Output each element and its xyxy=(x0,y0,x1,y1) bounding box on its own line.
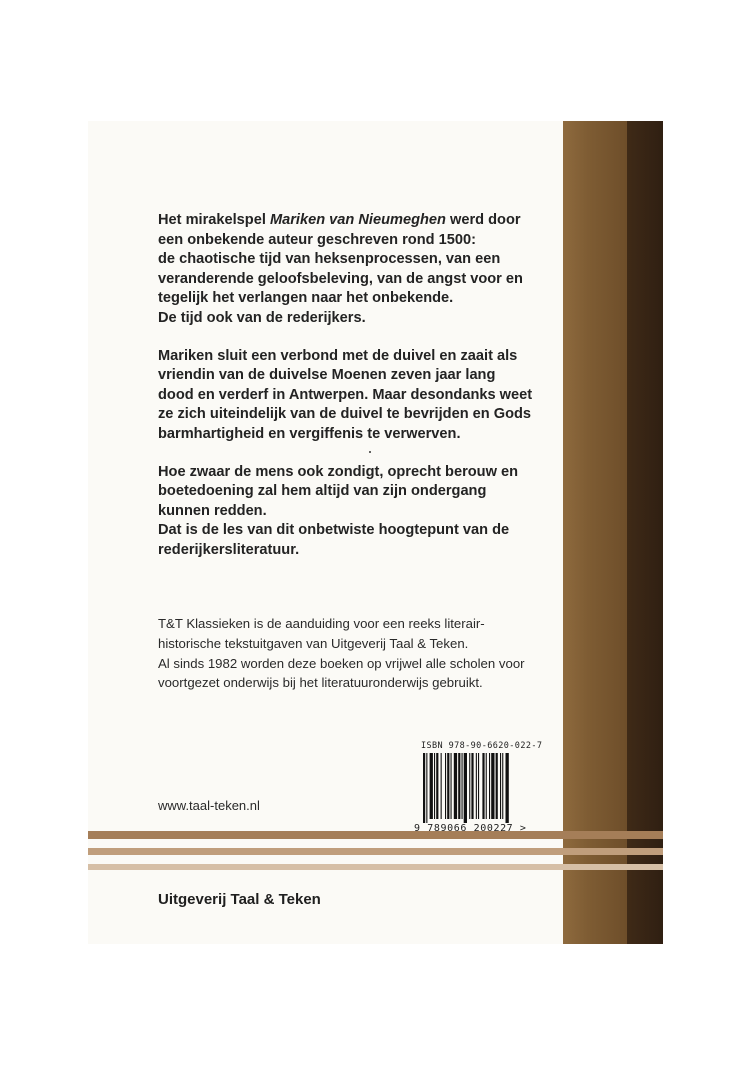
isbn-label: ISBN 978-90-6620-022-7 xyxy=(421,741,543,751)
barcode-bar xyxy=(500,753,501,819)
barcode-bar xyxy=(434,753,435,819)
series-line: T&T Klassieken is de aanduiding voor een reeks literair- xyxy=(158,616,485,631)
decorative-stripe-2 xyxy=(88,848,663,855)
barcode-bar xyxy=(426,753,427,823)
barcode-bar xyxy=(423,753,425,823)
decorative-stripe-1 xyxy=(88,831,663,839)
blurb-line: vriendin van de duivelse Moenen zeven jaar lang xyxy=(158,367,496,384)
blurb-line: dood en verderf in Antwerpen. Maar desondanks weet xyxy=(158,386,533,403)
blurb-line: De tijd ook van de rederijkers. xyxy=(158,309,366,326)
blurb-line: Mariken sluit een verbond met de duivel en zaait als xyxy=(158,347,518,364)
barcode-bar xyxy=(447,753,449,819)
stray-dot xyxy=(369,451,371,453)
blurb-line: barmhartigheid en vergiffenis te verwerven. xyxy=(158,425,461,442)
website-url: www.taal-teken.nl xyxy=(158,798,260,813)
barcode-bar xyxy=(478,753,479,819)
blurb-line: tegelijk het verlangen naar het onbekende. xyxy=(158,290,454,307)
blurb-paragraph-2 xyxy=(158,347,558,445)
barcode xyxy=(423,753,533,823)
spine-band-dark xyxy=(627,121,663,944)
barcode-bar xyxy=(491,753,494,819)
blurb-line: Hoe zwaar de mens ook zondigt, oprecht berouw en xyxy=(158,463,519,480)
blurb-line: de chaotische tijd van heksenprocessen, van een xyxy=(158,251,501,268)
blurb-line: boetedoening zal hem altijd van zijn ondergang xyxy=(158,483,487,500)
blurb-paragraph-1 xyxy=(158,211,558,329)
barcode-bar xyxy=(464,753,467,823)
series-description xyxy=(158,614,558,693)
barcode-bar xyxy=(471,753,473,819)
barcode-bar xyxy=(486,753,487,819)
barcode-bar xyxy=(451,753,452,819)
blurb-text xyxy=(158,211,558,579)
barcode-bar xyxy=(430,753,433,819)
blurb-line: ze zich uiteindelijk van de duivel te bevrijden en Gods xyxy=(158,406,532,423)
series-line: historische tekstuitgaven van Uitgeverij Taal & Teken. xyxy=(158,635,469,651)
publisher-name: Uitgeverij Taal & Teken xyxy=(158,891,321,908)
barcode-bar xyxy=(469,753,470,819)
blurb-line: veranderende geloofsbeleving, van de angst voor en xyxy=(158,270,523,287)
blurb-line: Het mirakelspel Mariken van Nieumeghen werd door xyxy=(158,212,521,228)
barcode-bar xyxy=(496,753,498,819)
barcode-bar xyxy=(454,753,457,819)
blurb-line: kunnen redden. xyxy=(158,502,267,519)
book-title: Mariken van Nieumeghen xyxy=(269,212,446,228)
barcode-bar xyxy=(445,753,446,819)
barcode-bar xyxy=(462,753,463,819)
blurb-paragraph-3 xyxy=(158,463,558,561)
barcode-bar xyxy=(502,753,503,819)
series-line: voortgezet onderwijs bij het literatuuronderwijs gebruikt. xyxy=(158,675,483,691)
barcode-bar xyxy=(476,753,477,819)
barcode-bar xyxy=(506,753,509,823)
decorative-stripe-3 xyxy=(88,864,663,870)
blurb-line: rederijkersliteratuur. xyxy=(158,541,300,558)
barcode-bar xyxy=(436,753,438,819)
spine-band-light xyxy=(563,121,627,944)
barcode-bar xyxy=(489,753,490,819)
barcode-bar xyxy=(441,753,442,819)
blurb-line: een onbekende auteur geschreven rond 1500: xyxy=(158,231,476,248)
barcode-bar xyxy=(458,753,460,819)
barcode-digits: 9 789066 200227 > xyxy=(414,823,527,834)
blurb-line: Dat is de les van dit onbetwiste hoogtepunt van de xyxy=(158,522,510,539)
series-line: Al sinds 1982 worden deze boeken op vrijwel alle scholen voor xyxy=(158,655,525,671)
barcode-bar xyxy=(482,753,484,819)
